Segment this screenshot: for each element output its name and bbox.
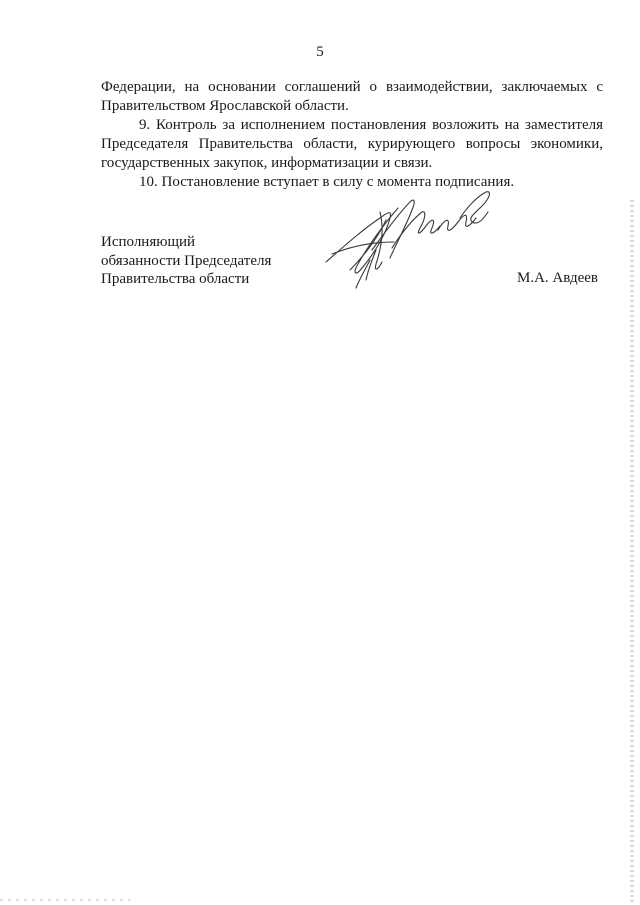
paragraph-continuation: Федерации, на основании соглашений о взаимодействии, заключаемых с Правительством Ярославской области. [101, 79, 603, 114]
document-body [101, 78, 603, 192]
page-number: 5 [316, 44, 324, 60]
position-line-1: Исполняющий [101, 234, 196, 250]
signatory-position [101, 233, 271, 289]
signatory-name: М.А. Авдеев [517, 270, 598, 286]
handwritten-signature [322, 188, 500, 296]
paragraph-item-10: 10. Постановление вступает в силу с момента подписания. [139, 174, 515, 190]
scan-edge-artifact [630, 200, 634, 905]
position-line-3: Правительства области [101, 271, 250, 287]
position-line-2: обязанности Председателя [101, 252, 272, 269]
scan-bottom-artifact [0, 899, 130, 901]
paragraph-item-9: 9. Контроль за исполнением постановления возложить на заместителя Председателя Правительства области, курирующего вопросы экономики, государственных закупок, информатизации и связи. [101, 117, 603, 171]
